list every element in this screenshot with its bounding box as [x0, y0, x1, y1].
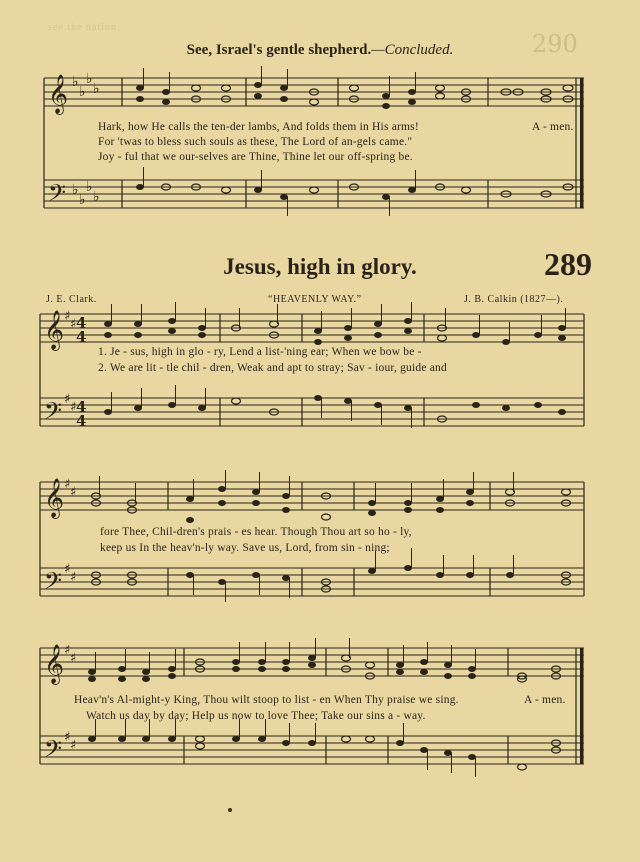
faint-header-text: see the nation [48, 22, 117, 33]
lyric-line-3-2: Watch us day by day; Help us now to love Thee; Take our sins a - way. [86, 710, 426, 722]
svg-text:♯: ♯ [70, 400, 77, 415]
page-mark [228, 808, 232, 812]
svg-text:♯: ♯ [70, 570, 77, 585]
continued-title [0, 42, 640, 59]
svg-text:♯: ♯ [64, 477, 71, 492]
svg-text:♭: ♭ [72, 182, 79, 198]
page-number: 290 [532, 30, 578, 58]
hymn-tune: “HEAVENLY WAY.” [268, 294, 362, 305]
svg-text:♯: ♯ [70, 738, 77, 753]
hymn-composer: J. B. Calkin (1827—). [464, 294, 564, 305]
lyric-line-previous-3: Joy - ful that we our-selves are Thine, Thine let our off-spring be. [98, 151, 413, 163]
svg-text:𝄢: 𝄢 [44, 567, 63, 600]
svg-text:4: 4 [76, 314, 87, 332]
svg-text:♯: ♯ [70, 317, 77, 332]
svg-text:4: 4 [76, 328, 87, 346]
amen-previous: A - men. [532, 121, 574, 133]
amen-final: A - men. [524, 694, 566, 706]
hymn-number: 289 [544, 246, 592, 282]
svg-text:𝄞: 𝄞 [48, 74, 69, 114]
svg-text:♯: ♯ [64, 309, 71, 324]
svg-text:𝄢: 𝄢 [48, 179, 67, 212]
svg-text:♭: ♭ [86, 71, 93, 87]
svg-text:♯: ♯ [64, 562, 71, 577]
lyric-line-2-1: fore Thee, Chil-dren's prais - es hear. Though Thou art so ho - ly, [100, 526, 412, 538]
svg-text:♯: ♯ [70, 651, 77, 666]
svg-text:𝄞: 𝄞 [44, 644, 65, 684]
svg-text:𝄞: 𝄞 [44, 478, 65, 518]
lyric-line-previous-2: For 'twas to bless such souls as these, The Lord of an-gels came." [98, 136, 413, 148]
svg-text:♭: ♭ [72, 74, 79, 90]
svg-text:♯: ♯ [64, 730, 71, 745]
svg-text:4: 4 [76, 412, 87, 430]
svg-text:♯: ♯ [64, 643, 71, 658]
svg-text:♯: ♯ [70, 485, 77, 500]
svg-text:𝄢: 𝄢 [44, 397, 63, 430]
lyric-line-1-2: 2. We are lit - tle chil - dren, Weak and apt to stray; Sav - iour, guide and [98, 362, 447, 374]
hymn-author: J. E. Clark. [46, 294, 97, 305]
svg-text:♭: ♭ [93, 189, 100, 205]
continued-title-text: See, Israel's gentle shepherd. [186, 42, 372, 58]
hymn-title: Jesus, high in glory. [223, 254, 417, 279]
lyric-line-2-2: keep us In the heav'n-ly way. Save us, Lord, from sin - ning; [100, 542, 390, 554]
lyric-line-3-1: Heav'n's Al-might-y King, Thou wilt stoop to list - en When Thy praise we sing. [74, 694, 459, 706]
svg-text:♭: ♭ [93, 81, 100, 97]
svg-text:𝄢: 𝄢 [44, 735, 63, 768]
svg-text:♭: ♭ [79, 84, 86, 100]
continued-note: —Concluded. [371, 42, 454, 58]
svg-text:𝄞: 𝄞 [44, 310, 65, 350]
svg-text:♭: ♭ [86, 179, 93, 195]
staff-system-2 [0, 470, 640, 610]
svg-text:♯: ♯ [64, 392, 71, 407]
svg-text:♭: ♭ [79, 192, 86, 208]
svg-text:4: 4 [76, 398, 87, 416]
lyric-line-1-1: 1. Je - sus, high in glo - ry, Lend a list-'ning ear; When we bow be - [98, 346, 422, 358]
lyric-line-previous-1: Hark, how He calls the ten-der lambs, And folds them in His arms! [98, 121, 419, 133]
